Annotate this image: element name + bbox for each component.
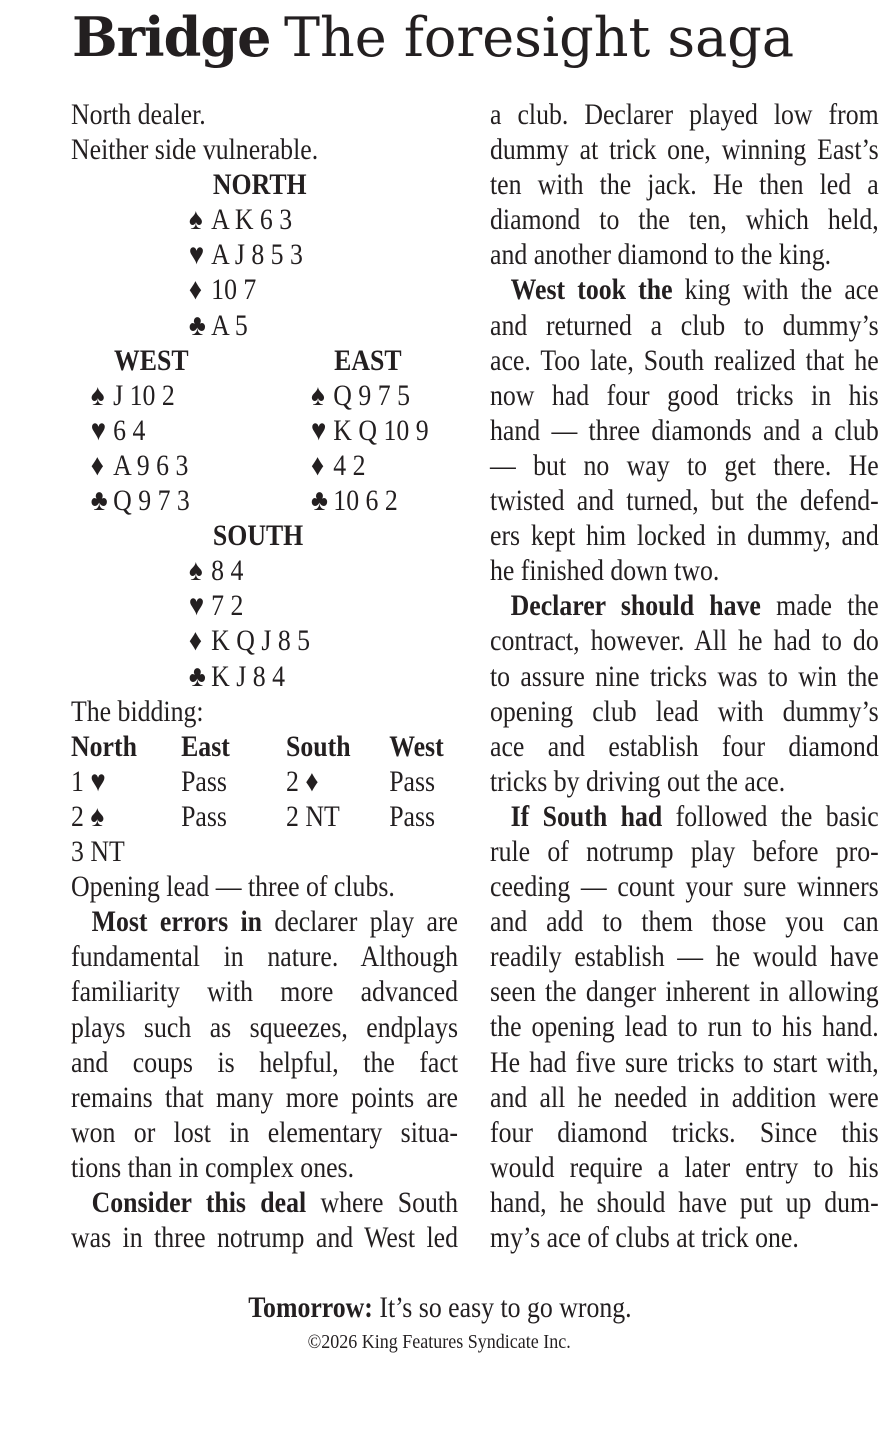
diamond-icon: ♦ <box>310 448 325 482</box>
text-line: Declarer should have made the <box>510 589 879 623</box>
paragraph-if-south <box>490 799 879 1255</box>
text-line: my’s ace of clubs at trick one. <box>490 1221 799 1254</box>
diamond-icon: ♦ <box>90 448 104 482</box>
east-clubs: ♣ 10 6 2 <box>310 484 398 518</box>
copyright: ©2026 King Features Syndicate Inc. <box>307 1331 572 1353</box>
text-line: — but no way to get there. He <box>490 448 879 482</box>
text-line: contract, however. All he had to do <box>490 624 879 658</box>
dealer-text: North dealer. <box>71 98 206 131</box>
club-icon: ♣ <box>188 308 206 342</box>
text-line: seen the danger inherent in allowing <box>490 975 879 1009</box>
text-line: and another diamond to the king. <box>490 238 832 272</box>
text-line: tricks by driving out the ace. <box>490 764 786 798</box>
run-in-lead: Most errors in <box>91 905 263 939</box>
bidding-header-north: North <box>71 729 137 763</box>
tomorrow-text: It’s so easy to go wrong. <box>372 1291 632 1324</box>
text-line: familiarity with more advanced <box>71 975 458 1009</box>
text-line: Consider this deal where South <box>91 1186 458 1219</box>
run-in-lead: If South had <box>510 799 663 833</box>
bidding-label: The bidding: <box>71 694 204 728</box>
text-line: and add to them those you can <box>490 905 879 939</box>
bid-cell <box>181 834 286 869</box>
diamond-icon: ♦ <box>188 273 202 307</box>
east-spades: ♠ Q 9 7 5 <box>310 378 410 412</box>
text-line: He had five sure tricks to start with, <box>490 1045 879 1079</box>
north-diamonds: ♦ 10 7 <box>188 273 257 307</box>
tomorrow-label: Tomorrow: <box>247 1291 373 1324</box>
footer <box>0 1290 879 1354</box>
spade-icon: ♠ <box>90 378 105 412</box>
club-icon: ♣ <box>310 484 328 518</box>
run-in-lead: West took the <box>510 273 673 307</box>
spade-icon: ♠ <box>188 203 203 237</box>
bid-cell: 2 ♦ <box>286 764 319 798</box>
bid-cell: 2 NT <box>286 799 340 833</box>
title-headline: The foresight saga <box>283 6 795 69</box>
bid-cell: 2 ♠ <box>71 799 105 833</box>
spade-icon: ♠ <box>188 554 203 588</box>
club-icon: ♣ <box>90 484 108 518</box>
text-line: dummy at trick one, winning East’s <box>490 133 879 167</box>
spade-icon: ♠ <box>310 378 325 412</box>
east-hearts: ♥ K Q 10 9 <box>310 413 429 447</box>
south-spades: ♠ 8 4 <box>188 554 244 588</box>
text-line: and returned a club to dummy’s <box>490 308 879 342</box>
east-diamonds: ♦ 4 2 <box>310 448 366 482</box>
text-line: would require a later entry to his <box>490 1150 879 1184</box>
text-line: opening club lead with dummy’s <box>490 694 879 728</box>
west-diamonds: ♦ A 9 6 3 <box>90 448 189 482</box>
south-clubs: ♣ K J 8 4 <box>188 659 286 693</box>
text-line: Most errors in declarer play are <box>91 905 458 939</box>
heart-icon: ♥ <box>90 413 107 447</box>
text-line: fundamental in nature. Although <box>71 940 458 974</box>
heart-icon: ♥ <box>310 413 327 447</box>
text-line: the opening lead to run to his hand. <box>490 1010 879 1044</box>
bidding-header-east: East <box>181 729 230 763</box>
text-line: ace and establish four diamond <box>490 729 879 763</box>
text-line: now had four good tricks in his <box>490 378 879 412</box>
north-spades: ♠ A K 6 3 <box>188 203 293 237</box>
north-label: NORTH <box>212 168 307 202</box>
text-line: to assure nine tricks was to win the <box>490 659 879 693</box>
text-line: and all he needed in addition were <box>490 1080 879 1114</box>
text-line: remains that many more points are <box>71 1080 458 1114</box>
left-column <box>71 97 458 1255</box>
text-line: rule of notrump play before pro- <box>490 834 879 868</box>
text-line: he finished down two. <box>490 554 720 588</box>
text-line: four diamond tricks. Since this <box>490 1115 879 1149</box>
text-line: was in three notrump and West led <box>71 1221 458 1255</box>
run-in-lead: Declarer should have <box>510 589 761 623</box>
bid-cell: Pass <box>389 764 436 798</box>
paragraph-declarer-should <box>490 588 879 799</box>
east-label: EAST <box>334 343 402 377</box>
south-diamonds: ♦ K Q J 8 5 <box>188 624 311 658</box>
bid-cell: Pass <box>181 799 227 833</box>
west-spades: ♠ J 10 2 <box>90 378 175 412</box>
text-line: ceeding — count your sure winners <box>490 870 879 904</box>
text-line: ten with the jack. He then led a <box>490 168 879 202</box>
text-line: hand, he should have put up dum- <box>490 1185 879 1219</box>
text-line: won or lost in elementary situa- <box>71 1115 458 1149</box>
heart-icon: ♥ <box>188 238 205 272</box>
text-line: West took the king with the ace <box>510 273 879 307</box>
text-line: a club. Declarer played low from <box>490 98 879 131</box>
text-line: twisted and turned, but the defend- <box>490 484 879 518</box>
diamond-icon: ♦ <box>188 624 202 658</box>
paragraph-consider <box>71 1185 458 1255</box>
bid-cell: 1 ♥ <box>71 764 106 798</box>
north-clubs: ♣ A 5 <box>188 308 248 342</box>
title-keyword: Bridge <box>72 5 271 69</box>
bidding-table <box>71 729 458 869</box>
bid-cell: Pass <box>181 764 227 798</box>
text-line: plays such as squeezes, endplays <box>71 1010 458 1044</box>
south-hearts: ♥ 7 2 <box>188 589 244 623</box>
text-line: If South had followed the basic <box>510 799 879 833</box>
club-icon: ♣ <box>188 659 206 693</box>
bidding-header-west: West <box>389 729 444 763</box>
text-line: readily establish — he would have <box>490 940 879 974</box>
paragraph-continuation <box>490 97 879 272</box>
vulnerability-text: Neither side vulnerable. <box>71 133 319 167</box>
right-column <box>490 97 879 1255</box>
opening-lead: Opening lead — three of clubs. <box>71 870 395 904</box>
text-line: diamond to the ten, which held, <box>490 203 879 237</box>
bidding-header-south: South <box>286 729 351 763</box>
south-label: SOUTH <box>212 519 304 553</box>
bid-cell <box>286 834 389 869</box>
north-hearts: ♥ A J 8 5 3 <box>188 238 303 272</box>
text-line: ers kept him locked in dummy, and <box>490 519 879 553</box>
text-line: hand — three diamonds and a club <box>490 413 879 447</box>
bid-cell: 3 NT <box>71 835 125 869</box>
run-in-lead: Consider this deal <box>91 1186 307 1219</box>
text-line: ace. Too late, South realized that he <box>490 343 879 377</box>
bid-cell <box>389 834 458 869</box>
paragraph-most-errors <box>71 904 458 1185</box>
page-title <box>72 5 795 69</box>
text-line: and coups is helpful, the fact <box>71 1045 458 1079</box>
paragraph-west-took <box>490 272 879 588</box>
west-label: WEST <box>114 343 189 377</box>
west-clubs: ♣ Q 9 7 3 <box>90 484 190 518</box>
tomorrow-teaser <box>248 1290 631 1326</box>
west-hearts: ♥ 6 4 <box>90 413 146 447</box>
heart-icon: ♥ <box>188 589 205 623</box>
deal-diagram <box>71 167 458 694</box>
text-line: tions than in complex ones. <box>71 1150 355 1184</box>
bid-cell: Pass <box>389 799 436 833</box>
